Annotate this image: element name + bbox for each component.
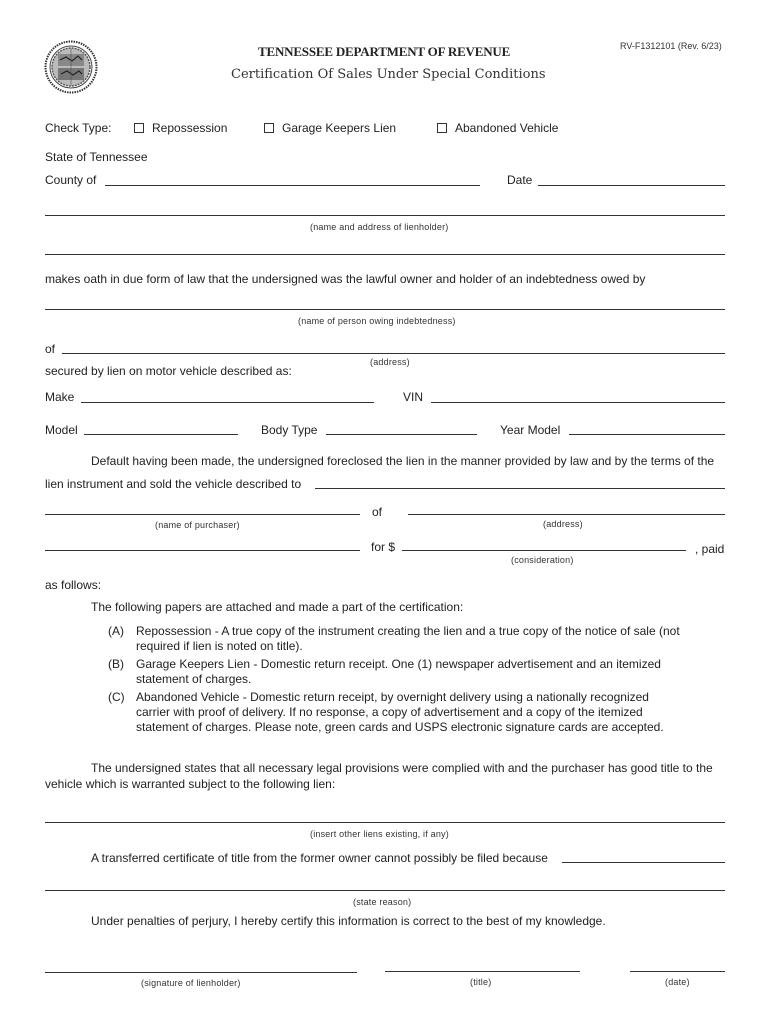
state-seal-icon bbox=[44, 40, 98, 94]
oath-text: makes oath in due form of law that the undersigned was the lawful owner and holder of an indebtedness owed by bbox=[45, 272, 646, 286]
check-type-label: Check Type: bbox=[45, 121, 112, 135]
checkbox-abandoned-vehicle[interactable] bbox=[437, 121, 558, 135]
checkbox-garage-keepers-lien[interactable] bbox=[264, 121, 396, 135]
body-type-field[interactable] bbox=[326, 434, 477, 435]
person-owing-field[interactable] bbox=[45, 309, 725, 310]
purchaser-field[interactable] bbox=[45, 514, 360, 515]
date-caption: (date) bbox=[665, 977, 690, 987]
sold-to-field[interactable] bbox=[315, 488, 725, 489]
title-caption: (title) bbox=[470, 977, 492, 987]
address-field[interactable] bbox=[62, 353, 725, 354]
lienholder-field-2[interactable] bbox=[45, 254, 725, 255]
perjury-text: Under penalties of perjury, I hereby certify this information is correct to the best of my knowledge. bbox=[91, 914, 606, 928]
default-text-2: lien instrument and sold the vehicle described to bbox=[45, 477, 302, 491]
list-item-text: statement of charges. bbox=[136, 672, 252, 686]
list-item bbox=[108, 624, 680, 654]
reason-field-2[interactable] bbox=[45, 890, 725, 891]
list-item-text: statement of charges. Please note, green cards and USPS electronic signature cards are accepted. bbox=[136, 720, 664, 734]
checkbox-icon[interactable] bbox=[264, 123, 274, 133]
model-field[interactable] bbox=[84, 434, 238, 435]
title-field[interactable] bbox=[385, 971, 580, 972]
as-follows-text: as follows: bbox=[45, 578, 102, 592]
body-type-label: Body Type bbox=[261, 423, 318, 437]
purchaser-address-field[interactable] bbox=[408, 514, 725, 515]
signature-caption: (signature of lienholder) bbox=[141, 978, 241, 988]
of-label-2: of bbox=[372, 505, 383, 519]
state-line: State of Tennessee bbox=[45, 150, 148, 164]
list-item-letter: (A) bbox=[108, 624, 124, 638]
of-label: of bbox=[45, 342, 56, 356]
list-item bbox=[108, 690, 664, 735]
list-item-text: Repossession - A true copy of the instrument creating the lien and a true copy of the notice of sale (not bbox=[136, 624, 680, 638]
checkbox-repossession[interactable] bbox=[134, 121, 227, 135]
list-item-text: Abandoned Vehicle - Domestic return receipt, by overnight delivery using a nationally recognized bbox=[136, 690, 649, 704]
list-item-text: Garage Keepers Lien - Domestic return receipt. One (1) newspaper advertisement and an itemized bbox=[136, 657, 661, 671]
default-text-1: Default having been made, the undersigned foreclosed the lien in the manner provided by law and by the terms of the bbox=[91, 454, 715, 468]
secured-text: secured by lien on motor vehicle described as: bbox=[45, 364, 292, 378]
checkbox-label: Abandoned Vehicle bbox=[455, 121, 559, 135]
purchaser-address-caption: (address) bbox=[543, 519, 583, 529]
undersigned-text-2: vehicle which is warranted subject to the following lien: bbox=[45, 777, 336, 791]
other-liens-field[interactable] bbox=[45, 822, 725, 823]
other-liens-caption: (insert other liens existing, if any) bbox=[310, 829, 449, 839]
transferred-text: A transferred certificate of title from the former owner cannot possibly be filed because bbox=[91, 851, 548, 865]
checkbox-label: Garage Keepers Lien bbox=[282, 121, 397, 135]
list-item-text: required if lien is noted on title). bbox=[136, 639, 303, 653]
checkbox-icon[interactable] bbox=[134, 123, 144, 133]
form-number: RV-F1312101 (Rev. 6/23) bbox=[620, 41, 722, 51]
consideration-field[interactable] bbox=[402, 550, 686, 551]
reason-field-1[interactable] bbox=[562, 862, 725, 863]
date-sign-field[interactable] bbox=[630, 971, 725, 972]
date-field[interactable] bbox=[538, 185, 725, 186]
model-label: Model bbox=[45, 423, 78, 437]
list-item-letter: (C) bbox=[108, 690, 125, 704]
form-title: Certification Of Sales Under Special Conditions bbox=[231, 67, 546, 82]
person-owing-caption: (name of person owing indebtedness) bbox=[298, 316, 456, 326]
address-caption: (address) bbox=[370, 357, 410, 367]
papers-intro-text: The following papers are attached and made a part of the certification: bbox=[91, 600, 464, 614]
vin-field[interactable] bbox=[431, 402, 725, 403]
list-item-letter: (B) bbox=[108, 657, 124, 671]
year-model-field[interactable] bbox=[569, 434, 725, 435]
make-label: Make bbox=[45, 390, 75, 404]
signature-field[interactable] bbox=[45, 972, 357, 973]
make-field[interactable] bbox=[81, 402, 374, 403]
lienholder-field-1[interactable] bbox=[45, 215, 725, 216]
checkbox-icon[interactable] bbox=[437, 123, 447, 133]
undersigned-text-1: The undersigned states that all necessary legal provisions were complied with and the purchaser has good title to the bbox=[91, 761, 713, 775]
purchaser-caption: (name of purchaser) bbox=[155, 520, 240, 530]
department-name: TENNESSEE DEPARTMENT OF REVENUE bbox=[258, 44, 511, 59]
list-item-text: carrier with proof of delivery. If no response, a copy of advertisement and a copy of the itemized bbox=[136, 705, 643, 719]
list-item bbox=[108, 657, 661, 687]
county-label: County of bbox=[45, 173, 97, 187]
county-field[interactable] bbox=[105, 185, 480, 186]
for-label: for $ bbox=[371, 540, 396, 554]
year-model-label: Year Model bbox=[500, 423, 561, 437]
date-label: Date bbox=[507, 173, 533, 187]
paid-label: , paid bbox=[695, 542, 725, 556]
reason-caption: (state reason) bbox=[353, 897, 412, 907]
checkbox-label: Repossession bbox=[152, 121, 228, 135]
vin-label: VIN bbox=[403, 390, 424, 404]
lienholder-caption: (name and address of lienholder) bbox=[310, 222, 449, 232]
consideration-caption: (consideration) bbox=[511, 555, 574, 565]
purchaser-field-2[interactable] bbox=[45, 550, 360, 551]
